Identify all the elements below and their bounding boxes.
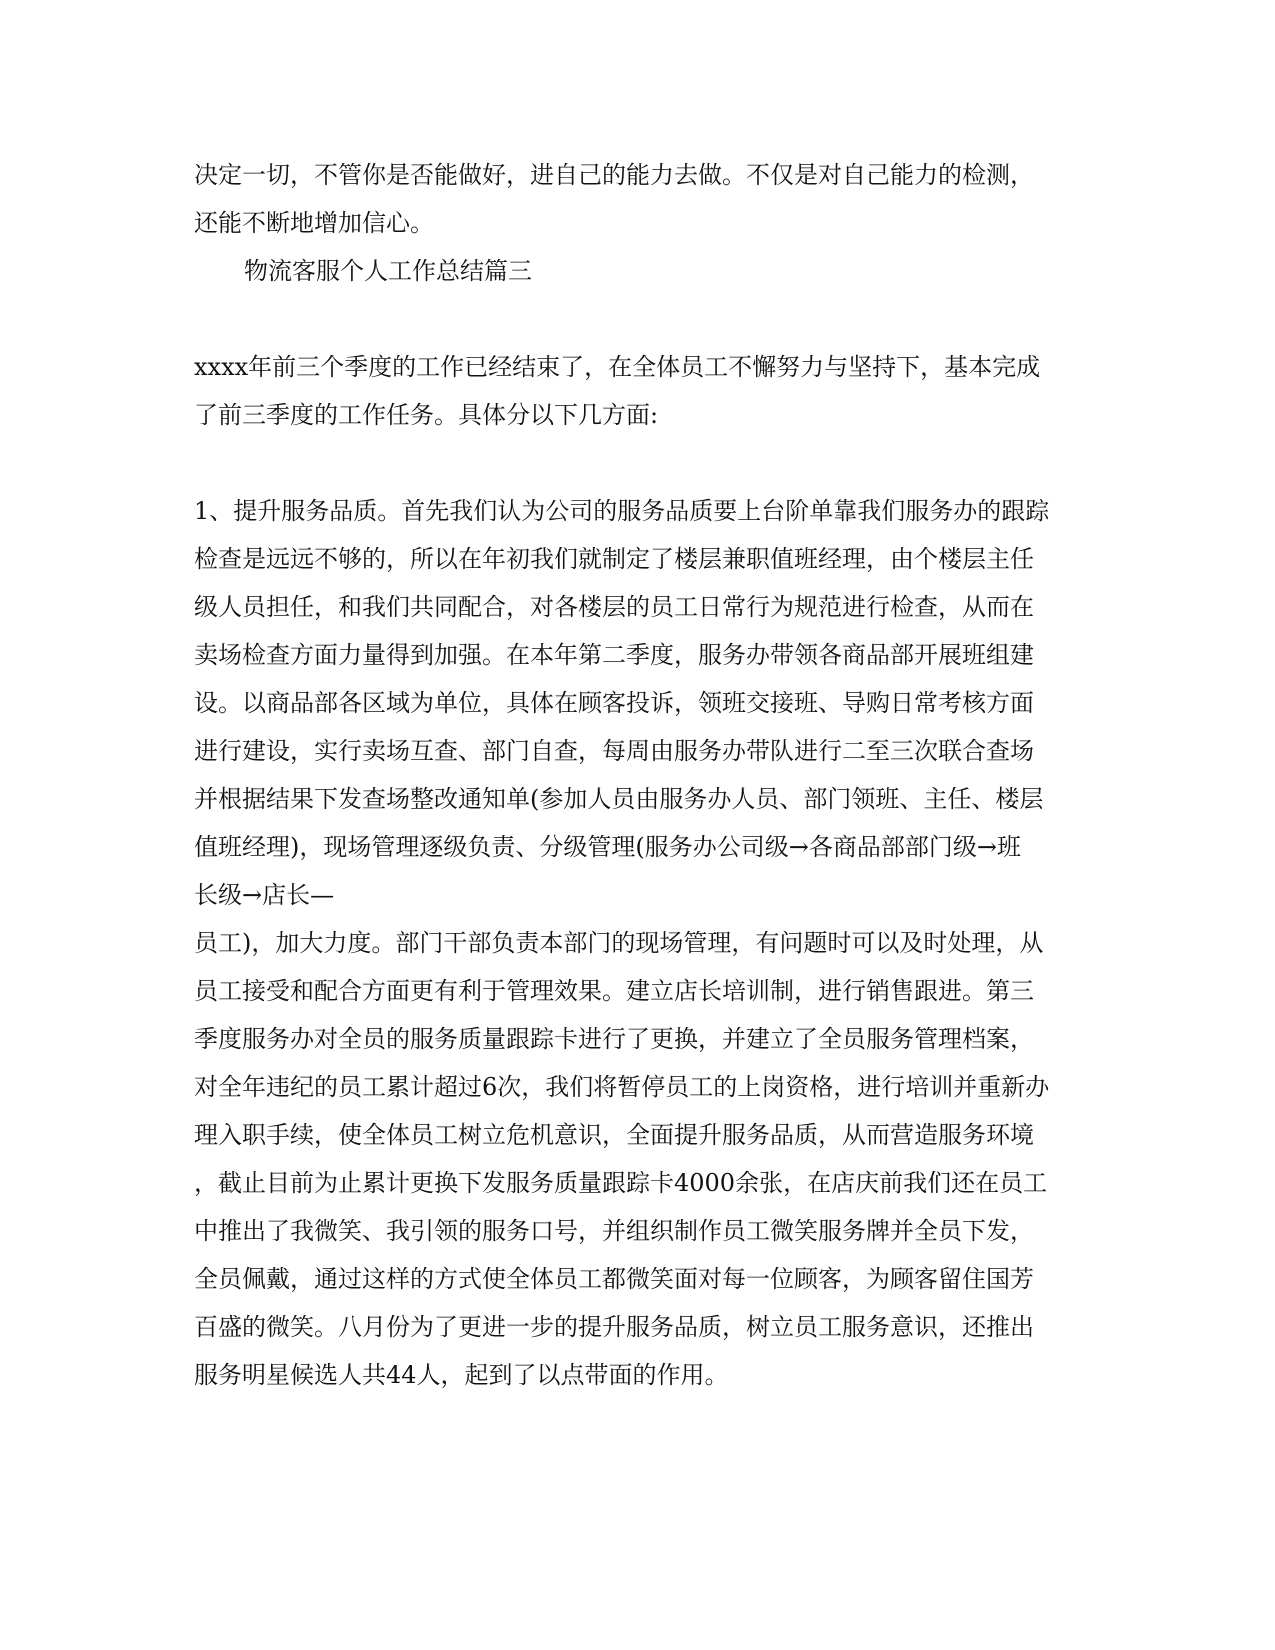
document-body [194, 151, 1084, 1399]
text-line: 卖场检查方面力量得到加强。在本年第二季度，服务办带领各商品部开展班组建 [194, 641, 1034, 669]
text-line: 理入职手续，使全体员工树立危机意识，全面提升服务品质，从而营造服务环境 [194, 1121, 1034, 1149]
text-line: 1、提升服务品质。首先我们认为公司的服务品质要上台阶单靠我们服务办的跟踪 [194, 497, 1050, 525]
text-line: 检查是远远不够的，所以在年初我们就制定了楼层兼职值班经理，由个楼层主任 [194, 545, 1034, 573]
text-line: 还能不断地增加信心。 [194, 209, 434, 237]
text-line: 季度服务办对全员的服务质量跟踪卡进行了更换，并建立了全员服务管理档案， [194, 1025, 1034, 1053]
text-line: xxxx年前三个季度的工作已经结束了，在全体员工不懈努力与坚持下，基本完成 [194, 353, 1041, 381]
text-line: 长级→店长— [194, 881, 335, 909]
paragraph-spacer [194, 439, 1084, 487]
text-line: 值班经理)，现场管理逐级负责、分级管理(服务办公司级→各商品部部门级→班 [194, 833, 1021, 861]
text-line: 员工)，加大力度。部门干部负责本部门的现场管理，有问题时可以及时处理，从 [194, 929, 1044, 957]
paragraph-spacer [194, 295, 1084, 343]
text-line: 中推出了我微笑、我引领的服务口号，并组织制作员工微笑服务牌并全员下发， [194, 1217, 1034, 1245]
text-line: ，截止目前为止累计更换下发服务质量跟踪卡4000余张，在店庆前我们还在员工 [194, 1169, 1048, 1197]
text-line: 决定一切，不管你是否能做好，进自己的能力去做。不仅是对自己能力的检测， [194, 161, 1034, 189]
text-line: 设。以商品部各区域为单位，具体在顾客投诉，领班交接班、导购日常考核方面 [194, 689, 1034, 717]
text-line: 服务明星候选人共44人，起到了以点带面的作用。 [194, 1361, 729, 1389]
text-line: 了前三季度的工作任务。具体分以下几方面: [194, 401, 659, 429]
text-line: 全员佩戴，通过这样的方式使全体员工都微笑面对每一位顾客，为顾客留住国芳 [194, 1265, 1034, 1293]
section-heading: 物流客服个人工作总结篇三 [244, 257, 532, 285]
text-line: 百盛的微笑。八月份为了更进一步的提升服务品质，树立员工服务意识，还推出 [194, 1313, 1034, 1341]
text-line: 员工接受和配合方面更有利于管理效果。建立店长培训制，进行销售跟进。第三 [194, 977, 1034, 1005]
text-line: 并根据结果下发查场整改通知单(参加人员由服务办人员、部门领班、主任、楼层 [194, 785, 1044, 813]
text-line: 级人员担任，和我们共同配合，对各楼层的员工日常行为规范进行检查，从而在 [194, 593, 1034, 621]
text-line: 进行建设，实行卖场互查、部门自查，每周由服务办带队进行二至三次联合查场 [194, 737, 1034, 765]
text-line: 对全年违纪的员工累计超过6次，我们将暂停员工的上岗资格，进行培训并重新办 [194, 1073, 1050, 1101]
